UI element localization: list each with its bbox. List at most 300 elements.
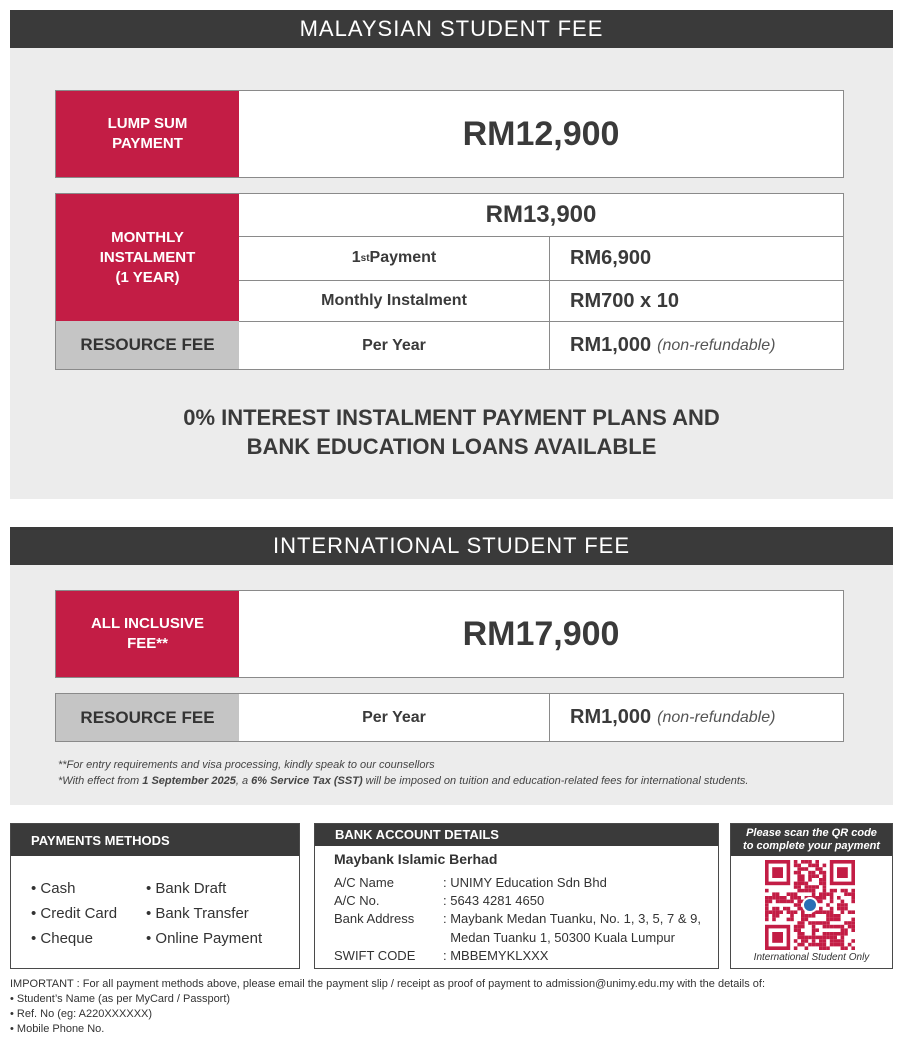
qr-module (794, 896, 798, 900)
qr-module (823, 921, 827, 925)
qr-module (805, 882, 809, 886)
qr-module (808, 921, 812, 925)
qr-module (841, 903, 845, 907)
qr-module (794, 892, 798, 896)
bank-label-swift: SWIFT CODE (334, 948, 416, 963)
all-inclusive-label (56, 591, 239, 677)
qr-module (779, 896, 783, 900)
monthly-instalment-box (55, 193, 844, 370)
qr-module (812, 925, 816, 929)
payment-qr-code[interactable] (765, 860, 855, 950)
qr-module (794, 946, 798, 950)
qr-module (797, 896, 801, 900)
qr-module (812, 928, 816, 932)
sst-note-mid: , a (235, 775, 252, 787)
lump-sum-label (56, 91, 239, 177)
bank-value-ac-no: : 5643 4281 4650 (443, 893, 545, 908)
qr-module (819, 946, 823, 950)
qr-module (819, 878, 823, 882)
qr-module (812, 914, 816, 918)
qr-module (801, 943, 805, 947)
qr-module (808, 936, 812, 940)
qr-module (844, 892, 848, 896)
qr-module (823, 889, 827, 893)
qr-module (830, 896, 834, 900)
qr-module (851, 921, 855, 925)
important-item-name: • Student’s Name (as per MyCard / Passport) (10, 993, 231, 1005)
qr-module (830, 910, 834, 914)
resource-fee-period: Per Year (362, 336, 426, 354)
qr-module (812, 871, 816, 875)
qr-module (844, 921, 848, 925)
qr-module (837, 914, 841, 918)
qr-module (841, 932, 845, 936)
intl-resource-fee-amount-cell (550, 694, 843, 741)
qr-module (833, 943, 837, 947)
qr-module (823, 943, 827, 947)
qr-caption: International Student Only (753, 952, 870, 963)
qr-module (826, 914, 830, 918)
payment-method-cheque: • Cheque (31, 930, 93, 947)
sst-note-prefix: *With effect from (58, 775, 143, 787)
monthly-label-line3: (1 YEAR) (115, 268, 180, 286)
qr-module (772, 896, 776, 900)
qr-module (790, 900, 794, 904)
qr-module (808, 871, 812, 875)
qr-module (837, 896, 841, 900)
qr-module (801, 882, 805, 886)
monthly-label-line1: MONTHLY (111, 228, 184, 246)
qr-module (776, 914, 780, 918)
qr-module (833, 918, 837, 922)
qr-module (815, 910, 819, 914)
qr-module (841, 943, 845, 947)
bank-value-address-line1: : Maybank Medan Tuanku, No. 1, 3, 5, 7 & 9, (443, 911, 701, 926)
bank-label-address: Bank Address (334, 911, 415, 926)
first-payment-number: 1 (351, 249, 361, 266)
qr-module (815, 860, 819, 864)
qr-module (812, 864, 816, 868)
qr-module (801, 918, 805, 922)
bank-name: Maybank Islamic Berhad (334, 851, 498, 867)
payment-method-bank-draft: • Bank Draft (146, 880, 227, 897)
qr-module (830, 939, 834, 943)
bank-details-box (314, 823, 719, 969)
intl-resource-fee-note: (non-refundable) (657, 708, 776, 726)
important-notice (10, 977, 765, 1037)
qr-header-line2: to complete your payment (743, 840, 880, 852)
qr-module (812, 921, 816, 925)
qr-module (812, 892, 816, 896)
qr-module (794, 871, 798, 875)
qr-module (794, 864, 798, 868)
qr-module (765, 889, 769, 893)
qr-module (819, 907, 823, 911)
payment-methods-col2 (146, 876, 262, 951)
qr-module (819, 921, 823, 925)
qr-module (797, 921, 801, 925)
qr-module (765, 903, 769, 907)
qr-module (815, 885, 819, 889)
bank-label-ac-name: A/C Name (334, 875, 394, 890)
qr-module (769, 900, 773, 904)
qr-module (833, 939, 837, 943)
column-divider (549, 237, 550, 369)
qr-module (765, 900, 769, 904)
qr-module (801, 867, 805, 871)
qr-module (808, 878, 812, 882)
interest-plan-line1: 0% INTEREST INSTALMENT PAYMENT PLANS AND (183, 405, 720, 430)
qr-module (772, 907, 776, 911)
qr-module (826, 903, 830, 907)
payment-method-cash: • Cash (31, 880, 76, 897)
qr-module (823, 896, 827, 900)
qr-module (841, 910, 845, 914)
qr-module (826, 910, 830, 914)
qr-module (830, 943, 834, 947)
qr-module (801, 939, 805, 943)
qr-module (837, 939, 841, 943)
qr-module (801, 910, 805, 914)
qr-module (765, 910, 769, 914)
qr-module (772, 918, 776, 922)
all-inclusive-label-line2: FEE** (127, 635, 168, 652)
qr-module (823, 925, 827, 929)
qr-module (851, 900, 855, 904)
qr-module (801, 932, 805, 936)
qr-module (848, 943, 852, 947)
qr-module (805, 918, 809, 922)
qr-module (805, 936, 809, 940)
qr-module (765, 918, 769, 922)
qr-module (837, 943, 841, 947)
qr-module (830, 907, 834, 911)
qr-module (801, 921, 805, 925)
all-inclusive-label-line1: ALL INCLUSIVE (90, 615, 205, 632)
resource-fee-amount-cell (550, 322, 843, 369)
qr-module (815, 874, 819, 878)
qr-module (823, 892, 827, 896)
international-fee-header: INTERNATIONAL STUDENT FEE (10, 527, 893, 565)
qr-module (837, 907, 841, 911)
monthly-total-amount: RM13,900 (485, 201, 597, 228)
qr-module (844, 889, 848, 893)
important-text: IMPORTANT : For all payment methods above, please email the payment slip / receipt as proof of payment to admission@unimy.edu.my with the details of: (10, 978, 766, 990)
qr-module (844, 907, 848, 911)
qr-module (826, 936, 830, 940)
qr-module (772, 910, 776, 914)
qr-module (801, 878, 805, 882)
resource-fee-label: RESOURCE FEE (56, 321, 239, 369)
qr-module (837, 932, 841, 936)
qr-module (815, 936, 819, 940)
qr-module (797, 943, 801, 947)
counsellor-note: **For entry requirements and visa processing, kindly speak to our counsellors (58, 759, 435, 771)
qr-module (776, 910, 780, 914)
qr-module (823, 936, 827, 940)
bank-value-ac-name: : UNIMY Education Sdn Bhd (443, 875, 607, 890)
qr-module (851, 896, 855, 900)
qr-module (794, 925, 798, 929)
qr-module (797, 885, 801, 889)
qr-module (797, 903, 801, 907)
qr-module (826, 925, 830, 929)
qr-module (841, 900, 845, 904)
qr-module (833, 936, 837, 940)
bank-value-swift: : MBBEMYKLXXX (443, 948, 549, 963)
qr-module (801, 860, 805, 864)
qr-module (851, 939, 855, 943)
qr-module (794, 910, 798, 914)
lump-sum-amount: RM12,900 (462, 114, 620, 153)
qr-module (830, 925, 834, 929)
qr-module (812, 932, 816, 936)
important-item-ref: • Ref. No (eg: A220XXXXXX) (10, 1008, 153, 1020)
qr-module (797, 900, 801, 904)
qr-module (776, 892, 780, 896)
qr-module (815, 896, 819, 900)
qr-module (787, 907, 791, 911)
first-payment-text: Payment (369, 249, 437, 266)
payment-method-credit-card: • Credit Card (31, 905, 118, 922)
qr-module (823, 939, 827, 943)
qr-module (779, 910, 783, 914)
qr-module (779, 900, 783, 904)
qr-module (833, 932, 837, 936)
interest-plan-line2: BANK EDUCATION LOANS AVAILABLE (246, 434, 657, 459)
bank-details-header: BANK ACCOUNT DETAILS (315, 824, 718, 846)
qr-module (851, 928, 855, 932)
qr-module (797, 882, 801, 886)
qr-module (776, 896, 780, 900)
qr-module (851, 925, 855, 929)
qr-module (819, 871, 823, 875)
qr-module (830, 932, 834, 936)
qr-module (801, 936, 805, 940)
qr-module (841, 928, 845, 932)
qr-module (776, 900, 780, 904)
payment-methods-box (10, 823, 300, 969)
qr-module (797, 936, 801, 940)
qr-module (797, 925, 801, 929)
qr-module (841, 907, 845, 911)
qr-module (830, 936, 834, 940)
qr-module (819, 896, 823, 900)
qr-module (819, 867, 823, 871)
qr-module (851, 892, 855, 896)
qr-module (819, 892, 823, 896)
qr-module (808, 864, 812, 868)
qr-module (851, 946, 855, 950)
qr-module (819, 910, 823, 914)
qr-module (819, 943, 823, 947)
qr-module (797, 867, 801, 871)
qr-module (844, 903, 848, 907)
qr-finder (837, 867, 848, 878)
qr-module (797, 932, 801, 936)
first-payment-suffix: st (360, 252, 370, 264)
qr-module (805, 889, 809, 893)
qr-module (848, 910, 852, 914)
qr-module (765, 896, 769, 900)
qr-module (830, 892, 834, 896)
qr-module (794, 903, 798, 907)
qr-module (769, 910, 773, 914)
qr-module (841, 925, 845, 929)
all-inclusive-amount: RM17,900 (462, 614, 620, 653)
qr-module (826, 946, 830, 950)
qr-module (794, 885, 798, 889)
qr-header-line1: Please scan the QR code (746, 827, 877, 839)
qr-module (790, 892, 794, 896)
qr-module (776, 907, 780, 911)
qr-module (805, 885, 809, 889)
qr-module (765, 907, 769, 911)
sst-note-date: 1 September 2025 (142, 775, 236, 787)
first-payment-amount: RM6,900 (570, 246, 652, 269)
qr-module (812, 889, 816, 893)
intl-resource-fee-label: RESOURCE FEE (56, 694, 239, 741)
qr-module (794, 928, 798, 932)
qr-module (805, 860, 809, 864)
bank-value-address-line2: Medan Tuanku 1, 50300 Kuala Lumpur (443, 930, 675, 945)
qr-module (841, 939, 845, 943)
qr-module (841, 946, 845, 950)
qr-module (837, 918, 841, 922)
qr-module (797, 871, 801, 875)
qr-module (826, 892, 830, 896)
qr-module (819, 882, 823, 886)
qr-module (801, 914, 805, 918)
qr-module (819, 900, 823, 904)
qr-module (801, 889, 805, 893)
qr-module (805, 946, 809, 950)
qr-module (787, 892, 791, 896)
qr-module (848, 921, 852, 925)
qr-module (848, 892, 852, 896)
qr-module (830, 900, 834, 904)
qr-module (808, 874, 812, 878)
sst-note (58, 773, 748, 789)
qr-module (851, 918, 855, 922)
qr-module (833, 889, 837, 893)
qr-module (769, 896, 773, 900)
lump-sum-label-line1: LUMP SUM (107, 115, 188, 132)
qr-module (830, 918, 834, 922)
qr-module (823, 885, 827, 889)
qr-module (815, 864, 819, 868)
qr-module (794, 860, 798, 864)
first-payment-label (239, 237, 549, 279)
qr-module (790, 896, 794, 900)
qr-module (833, 925, 837, 929)
qr-module (844, 928, 848, 932)
qr-module (797, 928, 801, 932)
sst-note-suffix: will be imposed on tuition and education-related fees for international students. (362, 775, 749, 787)
qr-module (797, 878, 801, 882)
qr-module (765, 914, 769, 918)
qr-module (830, 914, 834, 918)
qr-module (797, 889, 801, 893)
qr-module (815, 867, 819, 871)
qr-module (812, 874, 816, 878)
qr-module (805, 939, 809, 943)
qr-module (808, 943, 812, 947)
qr-module (815, 943, 819, 947)
qr-module (808, 889, 812, 893)
intl-resource-fee-amount: RM1,000 (570, 706, 652, 728)
qr-module (797, 864, 801, 868)
qr-module (812, 936, 816, 940)
qr-module (801, 874, 805, 878)
qr-module (783, 900, 787, 904)
qr-module (826, 921, 830, 925)
payment-method-online-payment: • Online Payment (146, 930, 263, 947)
malaysian-fee-header: MALAYSIAN STUDENT FEE (10, 10, 893, 48)
important-item-phone: • Mobile Phone No. (10, 1023, 105, 1035)
qr-module (797, 874, 801, 878)
monthly-instalment-row-label: Monthly Instalment (321, 292, 467, 309)
qr-module (783, 907, 787, 911)
qr-module (851, 910, 855, 914)
qr-module (797, 907, 801, 911)
monthly-instalment-amount: RM700 x 10 (570, 289, 679, 312)
qr-module (787, 900, 791, 904)
qr-module (790, 914, 794, 918)
qr-module (812, 939, 816, 943)
qr-module (819, 939, 823, 943)
qr-module (837, 925, 841, 929)
qr-module (805, 914, 809, 918)
payment-methods-col1 (31, 876, 117, 951)
qr-module (823, 932, 827, 936)
qr-module (772, 892, 776, 896)
intl-resource-fee-box (55, 693, 844, 742)
bank-label-ac-no: A/C No. (334, 893, 380, 908)
sst-note-tax: 6% Service Tax (SST) (251, 775, 363, 787)
qr-module (823, 874, 827, 878)
qr-module (794, 882, 798, 886)
payment-method-bank-transfer: • Bank Transfer (146, 905, 249, 922)
qr-module (823, 946, 827, 950)
qr-module (823, 910, 827, 914)
qr-module (815, 921, 819, 925)
qr-module (783, 896, 787, 900)
intl-resource-fee-period: Per Year (362, 708, 426, 726)
qr-module (808, 914, 812, 918)
qr-module (844, 946, 848, 950)
qr-module (808, 885, 812, 889)
qr-module (790, 910, 794, 914)
qr-module (826, 932, 830, 936)
qr-module (808, 860, 812, 864)
qr-module (833, 914, 837, 918)
qr-module (830, 889, 834, 893)
monthly-instalment-label (56, 194, 239, 321)
qr-logo (803, 898, 817, 912)
resource-fee-amount: RM1,000 (570, 334, 652, 356)
qr-module (790, 918, 794, 922)
qr-module (794, 939, 798, 943)
qr-module (787, 918, 791, 922)
qr-finder (772, 867, 783, 878)
qr-module (801, 925, 805, 929)
qr-module (805, 867, 809, 871)
qr-finder (772, 932, 783, 943)
qr-module (772, 914, 776, 918)
qr-header (731, 824, 892, 856)
qr-module (815, 928, 819, 932)
